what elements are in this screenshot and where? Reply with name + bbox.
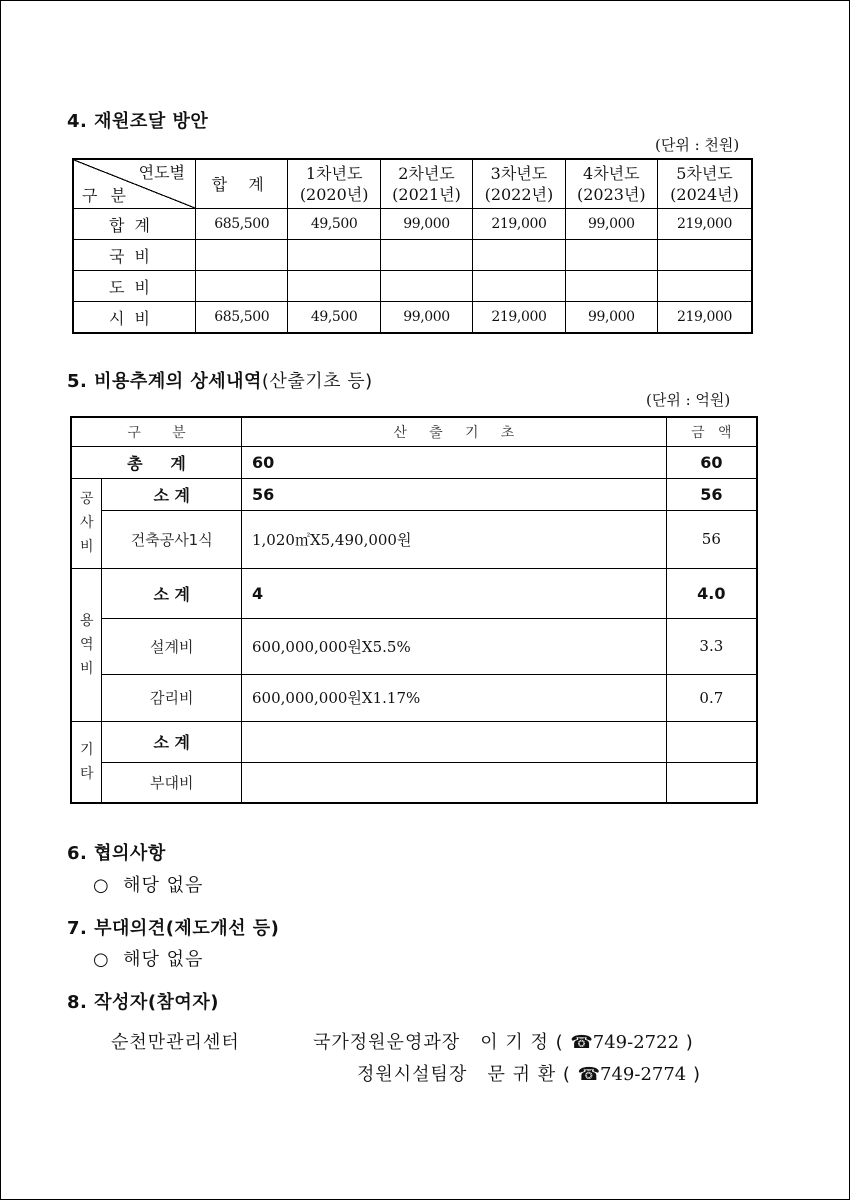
funding-col-header: 합 계 bbox=[196, 159, 288, 209]
bullet-icon: ○ bbox=[93, 949, 110, 970]
subtotal-label: 소 계 bbox=[102, 568, 242, 618]
value-cell bbox=[658, 271, 752, 302]
subtotal-amount bbox=[666, 721, 757, 762]
row-label: 국비 bbox=[73, 240, 196, 271]
section6-number: 6. bbox=[67, 843, 88, 864]
author-name: 문 귀 환 bbox=[487, 1064, 557, 1085]
funding-row-province bbox=[73, 271, 752, 302]
value-cell: 685,500 bbox=[196, 302, 288, 334]
value-cell bbox=[473, 240, 565, 271]
section4-number: 4. bbox=[67, 111, 88, 132]
section4-title: 재원조달 방안 bbox=[94, 111, 209, 132]
section8-title: 작성자(참여자) bbox=[94, 992, 219, 1013]
author-name: 이 기 정 bbox=[480, 1032, 549, 1053]
section7-text: 해당 없음 bbox=[123, 949, 204, 970]
value-cell: 49,500 bbox=[288, 302, 380, 334]
header-category: 구 분 bbox=[71, 417, 242, 446]
section5-title: 비용추계의 상세내역 bbox=[94, 371, 262, 392]
value-cell: 99,000 bbox=[380, 302, 472, 334]
section7-number: 7. bbox=[67, 918, 88, 939]
funding-row-national bbox=[73, 240, 752, 271]
author-row: 국가정원운영과장 이 기 정 ( ☎749-2722 ) bbox=[313, 1032, 694, 1053]
section6-item bbox=[93, 871, 203, 897]
item-label: 부대비 bbox=[102, 762, 242, 803]
value-cell bbox=[658, 240, 752, 271]
item-basis: 600,000,000원X5.5% bbox=[242, 618, 667, 674]
section5-title-suffix: (산출기초 등) bbox=[261, 371, 373, 392]
row-label: 도비 bbox=[73, 271, 196, 302]
phone-icon: ☎ bbox=[570, 1032, 593, 1053]
author-position: 국가정원운영과장 bbox=[313, 1032, 461, 1053]
value-cell bbox=[196, 271, 288, 302]
group-label-service: 용 역 비 bbox=[71, 568, 102, 721]
author-org: 순천만관리센터 bbox=[111, 1032, 240, 1053]
value-cell bbox=[288, 271, 380, 302]
author-phone: 749-2722 bbox=[592, 1032, 680, 1053]
subtotal-label: 소 계 bbox=[102, 478, 242, 510]
value-cell bbox=[565, 271, 657, 302]
value-cell bbox=[565, 240, 657, 271]
value-cell: 219,000 bbox=[473, 209, 565, 240]
section5-heading bbox=[67, 367, 373, 393]
author-row: 정원시설팀장 문 귀 환 ( ☎749-2774 ) bbox=[357, 1064, 701, 1085]
item-basis bbox=[242, 762, 667, 803]
author-phone: 749-2774 bbox=[600, 1064, 687, 1085]
item-amount: 0.7 bbox=[666, 674, 757, 721]
group-label-other: 기 타 bbox=[71, 721, 102, 803]
total-basis: 60 bbox=[242, 446, 667, 478]
section8-number: 8. bbox=[67, 992, 88, 1013]
phone-icon: ☎ bbox=[577, 1064, 600, 1085]
subtotal-basis bbox=[242, 721, 667, 762]
cost-total-row bbox=[71, 446, 757, 478]
service-item-row bbox=[71, 618, 757, 674]
section5-number: 5. bbox=[67, 371, 88, 392]
section5-unit: (단위 : 억원) bbox=[646, 391, 731, 409]
other-subtotal-row bbox=[71, 721, 757, 762]
funding-table-header-row bbox=[73, 159, 752, 209]
cost-detail-table bbox=[70, 416, 758, 804]
value-cell bbox=[473, 271, 565, 302]
funding-table bbox=[72, 158, 753, 334]
item-amount: 56 bbox=[666, 510, 757, 568]
funding-col-header: 4차년도 (2023년) bbox=[565, 159, 657, 209]
value-cell: 49,500 bbox=[288, 209, 380, 240]
value-cell: 219,000 bbox=[658, 302, 752, 334]
bullet-icon: ○ bbox=[93, 875, 110, 896]
funding-col-header: 3차년도 (2022년) bbox=[473, 159, 565, 209]
value-cell bbox=[380, 240, 472, 271]
value-cell bbox=[288, 240, 380, 271]
subtotal-amount: 4.0 bbox=[666, 568, 757, 618]
item-basis: 1,020㎡X5,490,000원 bbox=[242, 510, 667, 568]
subtotal-basis: 4 bbox=[242, 568, 667, 618]
funding-corner-cell bbox=[73, 159, 196, 209]
funding-row-city bbox=[73, 302, 752, 334]
funding-col-header: 2차년도 (2021년) bbox=[380, 159, 472, 209]
item-amount: 3.3 bbox=[666, 618, 757, 674]
value-cell bbox=[380, 271, 472, 302]
section6-heading bbox=[67, 839, 166, 865]
construction-subtotal-row bbox=[71, 478, 757, 510]
section7-title: 부대의견(제도개선 등) bbox=[94, 918, 280, 939]
header-basis: 산 출 기 초 bbox=[242, 417, 667, 446]
value-cell: 99,000 bbox=[565, 209, 657, 240]
group-label-construction: 공 사 비 bbox=[71, 478, 102, 568]
other-item-row bbox=[71, 762, 757, 803]
item-basis: 600,000,000원X1.17% bbox=[242, 674, 667, 721]
service-subtotal-row bbox=[71, 568, 757, 618]
item-label: 감리비 bbox=[102, 674, 242, 721]
author-position: 정원시설팀장 bbox=[357, 1064, 468, 1085]
section6-title: 협의사항 bbox=[94, 843, 166, 864]
item-label: 건축공사1식 bbox=[102, 510, 242, 568]
value-cell: 99,000 bbox=[565, 302, 657, 334]
item-label: 설계비 bbox=[102, 618, 242, 674]
funding-col-header: 5차년도 (2024년) bbox=[658, 159, 752, 209]
row-label: 시비 bbox=[73, 302, 196, 334]
header-amount: 금 액 bbox=[666, 417, 757, 446]
section6-text: 해당 없음 bbox=[123, 875, 204, 896]
funding-row-total bbox=[73, 209, 752, 240]
section7-item bbox=[93, 945, 203, 971]
corner-category-label: 구 분 bbox=[82, 186, 130, 205]
section4-unit: (단위 : 천원) bbox=[655, 136, 740, 154]
cost-header-row bbox=[71, 417, 757, 446]
value-cell bbox=[196, 240, 288, 271]
value-cell: 219,000 bbox=[473, 302, 565, 334]
corner-year-label: 연도별 bbox=[138, 163, 185, 182]
item-amount bbox=[666, 762, 757, 803]
row-label: 합계 bbox=[73, 209, 196, 240]
value-cell: 99,000 bbox=[380, 209, 472, 240]
total-label: 총 계 bbox=[71, 446, 242, 478]
subtotal-basis: 56 bbox=[242, 478, 667, 510]
construction-item-row bbox=[71, 510, 757, 568]
section7-heading bbox=[67, 914, 279, 940]
subtotal-label: 소 계 bbox=[102, 721, 242, 762]
service-item-row bbox=[71, 674, 757, 721]
funding-col-header: 1차년도 (2020년) bbox=[288, 159, 380, 209]
section4-heading bbox=[67, 107, 208, 133]
value-cell: 219,000 bbox=[658, 209, 752, 240]
total-amount: 60 bbox=[666, 446, 757, 478]
value-cell: 685,500 bbox=[196, 209, 288, 240]
section8-heading bbox=[67, 988, 219, 1014]
subtotal-amount: 56 bbox=[666, 478, 757, 510]
